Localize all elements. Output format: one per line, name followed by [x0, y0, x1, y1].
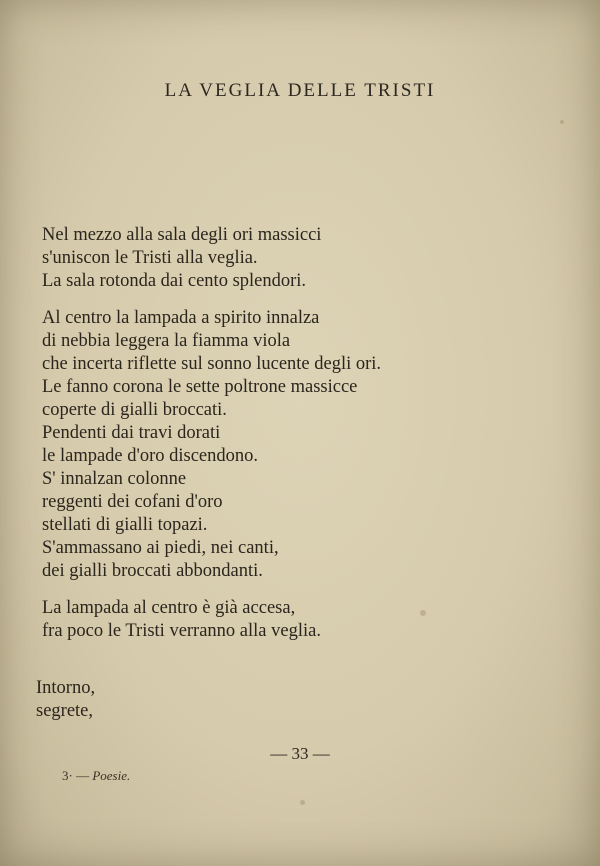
- signature-book: Poesie.: [92, 768, 131, 783]
- poem-line: S'ammassano ai piedi, nei canti,: [42, 538, 279, 558]
- page-number: — 33 —: [270, 744, 330, 763]
- paper-stain: [560, 120, 564, 124]
- poem-line: dei gialli broccati abbondanti.: [42, 561, 263, 581]
- stanza-1: [42, 224, 592, 293]
- poem-title: LA VEGLIA DELLE TRISTI: [164, 80, 436, 101]
- poem-line: S' innalzan colonne: [42, 469, 187, 489]
- signature-dash: —: [76, 768, 90, 783]
- poem-body: [42, 224, 592, 657]
- poem-line: fra poco le Tristi verranno alla veglia.: [42, 621, 321, 641]
- poem-line: coperte di gialli broccati.: [42, 400, 227, 420]
- poem-line: La sala rotonda dai cento splendori.: [42, 271, 307, 291]
- poem-line: le lampade d'oro discendono.: [42, 446, 259, 466]
- signature-number: 3·: [62, 768, 73, 783]
- poem-line: s'uniscon le Tristi alla veglia.: [42, 248, 258, 268]
- stanza-3: [42, 597, 592, 643]
- stanza-4: [36, 677, 95, 723]
- poem-line: La lampada al centro è già accesa,: [42, 598, 296, 618]
- poem-line: Intorno,: [36, 678, 96, 698]
- paper-stain: [300, 800, 305, 805]
- poem-line: che incerta riflette sul sonno lucente degli ori.: [42, 354, 382, 374]
- stanza-2: [42, 307, 592, 583]
- poem-line: stellati di gialli topazi.: [42, 515, 208, 535]
- poem-line: Pendenti dai travi dorati: [42, 423, 221, 443]
- poem-line: Le fanno corona le sette poltrone massicce: [42, 377, 358, 397]
- poem-line: di nebbia leggera la fiamma viola: [42, 331, 291, 351]
- poem-line: segrete,: [36, 701, 94, 721]
- poem-line: reggenti dei cofani d'oro: [42, 492, 223, 512]
- printer-signature: [62, 768, 130, 784]
- poem-line: Al centro la lampada a spirito innalza: [42, 308, 320, 328]
- poem-line: Nel mezzo alla sala degli ori massicci: [42, 225, 322, 245]
